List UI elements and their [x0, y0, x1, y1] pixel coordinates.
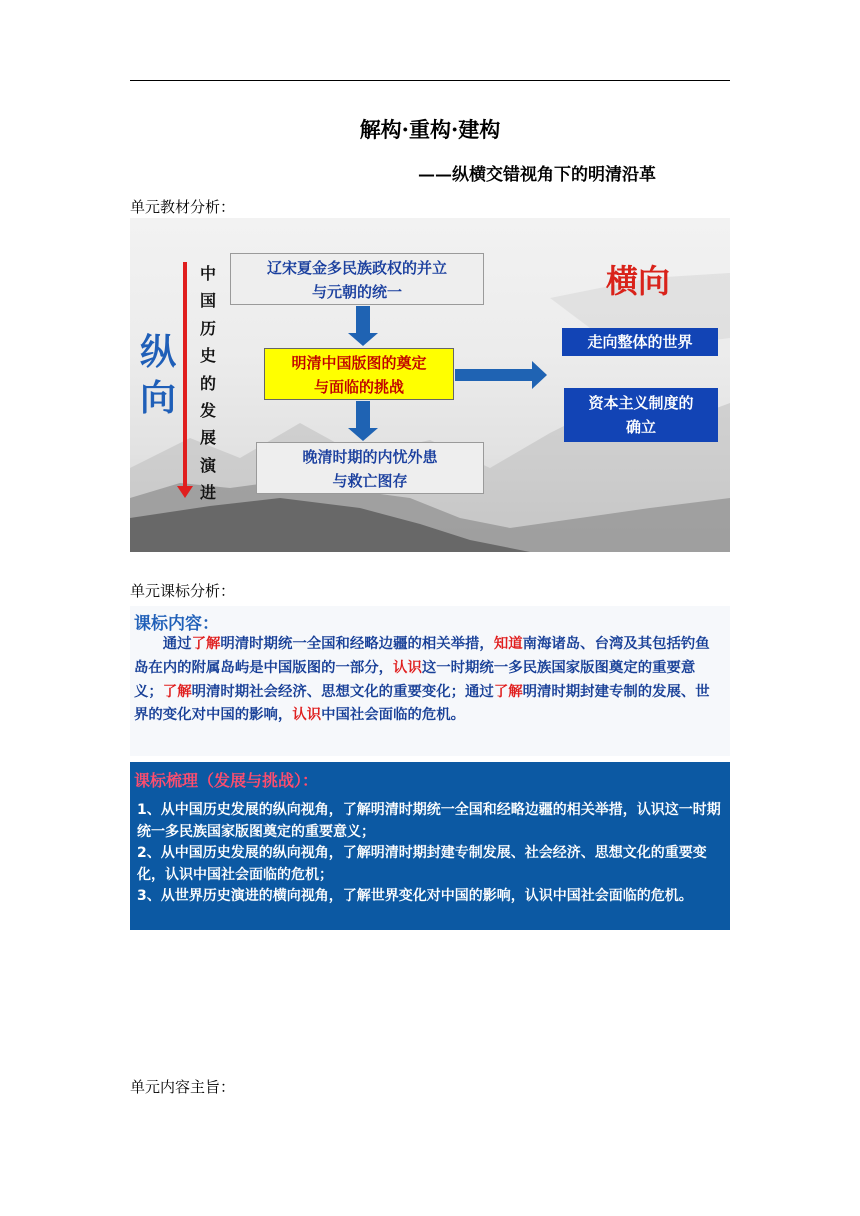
curriculum-text: 通过 — [134, 635, 192, 652]
curriculum-text: 明清时期统一全国和经略边疆的相关举措， — [220, 635, 494, 652]
curriculum-standard-figure — [130, 606, 730, 756]
box-ming-qing — [264, 348, 454, 400]
standard-outline-figure — [130, 762, 730, 930]
horizontal-label: 横向 — [606, 262, 671, 300]
header-rule — [130, 80, 730, 81]
arrow-down-2 — [356, 401, 370, 429]
box-liao-song-line1: 辽宋夏金多民族政权的并立 — [266, 259, 447, 277]
box-liao-song — [230, 253, 484, 305]
outline-heading: 课标梳理（发展与挑战）： — [134, 771, 319, 790]
outline-item: 3、从世界历史演进的横向视角，了解世界变化对中国的影响，认识中国社会面临的危机。 — [137, 888, 693, 904]
box-capitalism-line2: 确立 — [625, 418, 656, 436]
page-title: 解构·重构·建构 — [359, 117, 501, 142]
box-late-qing-line1: 晚清时期的内忧外患 — [302, 448, 438, 466]
curriculum-text: 中国社会面临的危机。 — [321, 706, 466, 724]
timeline-arrow — [183, 262, 187, 490]
box-world: 走向整体的世界 — [562, 328, 718, 356]
box-liao-song-line2: 与元朝的统一 — [311, 283, 402, 301]
unit-structure-figure — [130, 218, 730, 552]
outline-item: 2、从中国历史发展的纵向视角，了解明清时期封建专制发展、社会经济、思想文化的重要变化，认识中国社会面临的危机； — [137, 845, 707, 883]
curriculum-body — [134, 632, 724, 727]
outline-item: 1、从中国历史发展的纵向视角，了解明清时期统一全国和经略边疆的相关举措，认识这一时期统一多民族国家版图奠定的重要意义； — [137, 802, 721, 840]
page-subtitle: ——纵横交错视角下的明清沿革 — [418, 165, 656, 185]
box-late-qing — [256, 442, 484, 494]
highlight-verb: 知道 — [493, 635, 523, 652]
standard-analysis-label: 单元课标分析： — [130, 582, 236, 600]
highlight-verb: 认识 — [292, 706, 322, 724]
timeline-arrow-head — [177, 486, 193, 498]
curriculum-text: 明清时期社会经济、思想文化的重要变化；通过 — [191, 682, 494, 700]
arrow-down-1 — [356, 306, 370, 334]
curriculum-text: 南海诸岛、台湾及其包括钓鱼岛在内的附属岛屿是中国版图的一部分， — [134, 635, 710, 676]
box-late-qing-line2: 与救亡图存 — [332, 472, 408, 490]
box-capitalism-line1: 资本主义制度的 — [588, 394, 694, 412]
content-theme-label: 单元内容主旨： — [130, 1078, 236, 1096]
textbook-analysis-label: 单元教材分析： — [130, 198, 236, 216]
highlight-verb: 了解 — [493, 682, 523, 700]
box-ming-qing-line2: 与面临的挑战 — [313, 378, 404, 396]
timeline-text: 中国历史的发展演进 — [199, 264, 216, 503]
highlight-verb: 了解 — [191, 635, 221, 652]
curriculum-text: 明清时期封建专制的发展、世界的变化对中国的影响， — [134, 682, 710, 724]
arrow-right — [455, 369, 533, 381]
curriculum-heading: 课标内容： — [134, 614, 219, 634]
box-ming-qing-line1: 明清中国版图的奠定 — [291, 354, 427, 372]
box-capitalism — [564, 388, 718, 442]
highlight-verb: 了解 — [162, 682, 192, 700]
highlight-verb: 认识 — [393, 658, 422, 676]
curriculum-text: 这一时期统一多民族国家版图奠定的重要意义； — [134, 658, 696, 700]
vertical-label: 纵向 — [139, 332, 176, 419]
outline-body — [137, 800, 727, 908]
